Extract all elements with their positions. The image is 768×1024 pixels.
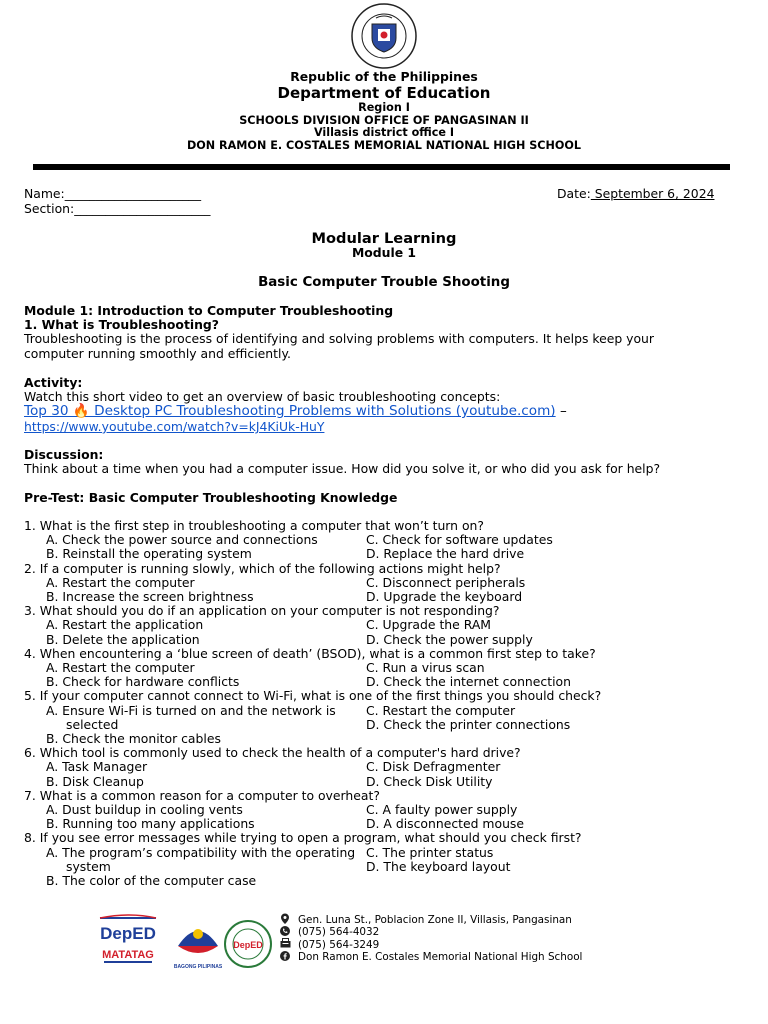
pretest-questions bbox=[24, 519, 744, 888]
section-field[interactable]: Section:______________________ bbox=[24, 201, 211, 216]
question-stem: 4. When encountering a ‘blue screen of death’ (BSOD), what is a common first step to take? bbox=[24, 645, 596, 661]
option-d[interactable]: D. Upgrade the keyboard bbox=[366, 588, 523, 604]
bagong-pilipinas-logo bbox=[174, 918, 223, 970]
option-d[interactable]: D. The keyboard layout bbox=[366, 858, 511, 874]
option-c[interactable]: C. Disconnect peripherals bbox=[366, 574, 526, 590]
activity-heading: Activity: bbox=[24, 375, 83, 390]
option-a[interactable]: A. Restart the computer bbox=[46, 659, 195, 675]
what-text-line-1: Troubleshooting is the process of identifying and solving problems with computers. It helps keep your bbox=[24, 331, 654, 347]
option-a[interactable]: A. Task Manager bbox=[46, 759, 148, 775]
phone-icon bbox=[280, 926, 298, 939]
option-b[interactable]: B. Reinstall the operating system bbox=[46, 546, 252, 562]
option-c[interactable]: C. Restart the computer bbox=[366, 702, 516, 718]
option-d[interactable]: D. Check Disk Utility bbox=[366, 773, 493, 789]
option-b[interactable]: B. The color of the computer case bbox=[46, 872, 257, 888]
option-d[interactable]: D. A disconnected mouse bbox=[366, 816, 524, 832]
option-a[interactable]: A. Dust buildup in cooling vents bbox=[46, 801, 243, 817]
name-field[interactable]: Name:______________________ bbox=[24, 186, 202, 201]
option-c[interactable]: C. A faulty power supply bbox=[366, 801, 518, 817]
footer-facebook: Don Ramon E. Costales Memorial National High School bbox=[298, 951, 583, 964]
header-divider bbox=[33, 164, 730, 170]
date-label: Date: bbox=[557, 186, 591, 201]
date-value: September 6, 2024 bbox=[590, 186, 715, 201]
header-school-name: DON RAMON E. COSTALES MEMORIAL NATIONAL HIGH SCHOOL bbox=[186, 139, 582, 152]
module-heading: Module 1: Introduction to Computer Troubleshooting bbox=[24, 303, 394, 318]
deped-matatag-logo bbox=[100, 915, 156, 963]
deped-seal-logo bbox=[345, 2, 423, 70]
footer-fax: (075) 564-3249 bbox=[298, 938, 380, 951]
bagong-wordmark: BAGONG PILIPINAS bbox=[173, 964, 223, 970]
option-b[interactable]: B. Running too many applications bbox=[46, 816, 255, 832]
discussion-section bbox=[24, 448, 724, 476]
header-republic: Republic of the Philippines bbox=[290, 69, 478, 84]
footer-logos bbox=[96, 912, 276, 972]
video-title-link[interactable]: Top 30 🔥 Desktop PC Troubleshooting Problems with Solutions (youtube.com) bbox=[24, 403, 556, 420]
footer-phone: (075) 564-4032 bbox=[298, 926, 380, 939]
option-a[interactable]: A. Restart the application bbox=[46, 617, 204, 633]
facebook-icon bbox=[280, 951, 298, 964]
option-b[interactable]: B. Increase the screen brightness bbox=[46, 588, 254, 604]
question-stem: 1. What is the first step in troubleshooting a computer that won’t turn on? bbox=[24, 518, 484, 533]
school-seal-logo bbox=[225, 921, 271, 967]
question-stem: 6. Which tool is commonly used to check the health of a computer's hard drive? bbox=[24, 745, 521, 761]
option-a-continued[interactable]: system bbox=[66, 858, 111, 874]
option-b[interactable]: B. Disk Cleanup bbox=[46, 773, 144, 789]
activity-section bbox=[24, 376, 724, 434]
option-c[interactable]: C. Check for software updates bbox=[366, 532, 553, 548]
discussion-text: Think about a time when you had a computer issue. How did you solve it, or who did you ask for help? bbox=[24, 461, 661, 477]
date-field[interactable] bbox=[557, 187, 714, 201]
option-b[interactable]: B. Check for hardware conflicts bbox=[46, 674, 240, 690]
option-a[interactable]: A. Ensure Wi-Fi is turned on and the network is bbox=[46, 702, 336, 718]
video-url-link[interactable]: https://www.youtube.com/watch?v=kJ4KiUk-HuY bbox=[24, 418, 325, 434]
what-heading: 1. What is Troubleshooting? bbox=[24, 317, 219, 333]
option-a-continued[interactable]: selected bbox=[66, 716, 119, 732]
option-c[interactable]: C. Run a virus scan bbox=[366, 659, 485, 675]
question-stem: 7. What is a common reason for a computer to overheat? bbox=[24, 787, 380, 803]
activity-link-row bbox=[24, 404, 724, 420]
footer-contact-info bbox=[280, 914, 582, 964]
title-basic-troubleshooting: Basic Computer Trouble Shooting bbox=[258, 275, 510, 290]
question-stem: 3. What should you do if an application on your computer is not responding? bbox=[24, 603, 500, 619]
option-b[interactable]: B. Delete the application bbox=[46, 631, 200, 647]
option-d[interactable]: D. Check the power supply bbox=[366, 631, 533, 647]
option-b[interactable]: B. Check the monitor cables bbox=[46, 730, 221, 746]
header-schools-division: SCHOOLS DIVISION OFFICE OF PANGASINAN II bbox=[239, 114, 529, 127]
discussion-heading: Discussion: bbox=[24, 447, 104, 462]
option-c[interactable]: C. Upgrade the RAM bbox=[366, 617, 491, 633]
option-c[interactable]: C. The printer status bbox=[366, 844, 494, 860]
option-a[interactable]: A. Restart the computer bbox=[46, 574, 195, 590]
fax-icon bbox=[280, 938, 298, 951]
option-d[interactable]: D. Check the printer connections bbox=[366, 716, 571, 732]
footer-address: Gen. Luna St., Poblacion Zone II, Villasis, Pangasinan bbox=[298, 914, 572, 926]
title-modular-learning: Modular Learning bbox=[311, 230, 457, 247]
intro-section bbox=[24, 304, 724, 361]
seal-wordmark: DepED bbox=[233, 940, 263, 950]
header-department: Department of Education bbox=[277, 84, 491, 102]
option-a[interactable]: A. Check the power source and connections bbox=[46, 532, 318, 548]
question-stem: 2. If a computer is running slowly, which of the following actions might help? bbox=[24, 560, 501, 576]
question-stem: 5. If your computer cannot connect to Wi-Fi, what is one of the first things you should check? bbox=[24, 688, 602, 704]
pretest-heading: Pre-Test: Basic Computer Troubleshooting Knowledge bbox=[24, 490, 398, 505]
option-c[interactable]: C. Disk Defragmenter bbox=[366, 759, 501, 775]
deped-wordmark: DepED bbox=[100, 924, 156, 943]
what-text-line-2: computer running smoothly and efficiently. bbox=[24, 345, 291, 361]
header-district: Villasis district office I bbox=[313, 126, 455, 139]
option-d[interactable]: D. Replace the hard drive bbox=[366, 546, 525, 562]
title-module-number: Module 1 bbox=[351, 245, 417, 260]
question-stem: 8. If you see error messages while trying to open a program, what should you check first? bbox=[24, 830, 582, 846]
activity-text: Watch this short video to get an overview of basic troubleshooting concepts: bbox=[24, 389, 501, 405]
header-region: Region I bbox=[358, 101, 410, 114]
option-a[interactable]: A. The program’s compatibility with the operating bbox=[46, 844, 356, 860]
link-dash: – bbox=[555, 403, 567, 420]
matatag-wordmark: MATATAG bbox=[102, 949, 154, 961]
option-d[interactable]: D. Check the internet connection bbox=[366, 674, 571, 690]
